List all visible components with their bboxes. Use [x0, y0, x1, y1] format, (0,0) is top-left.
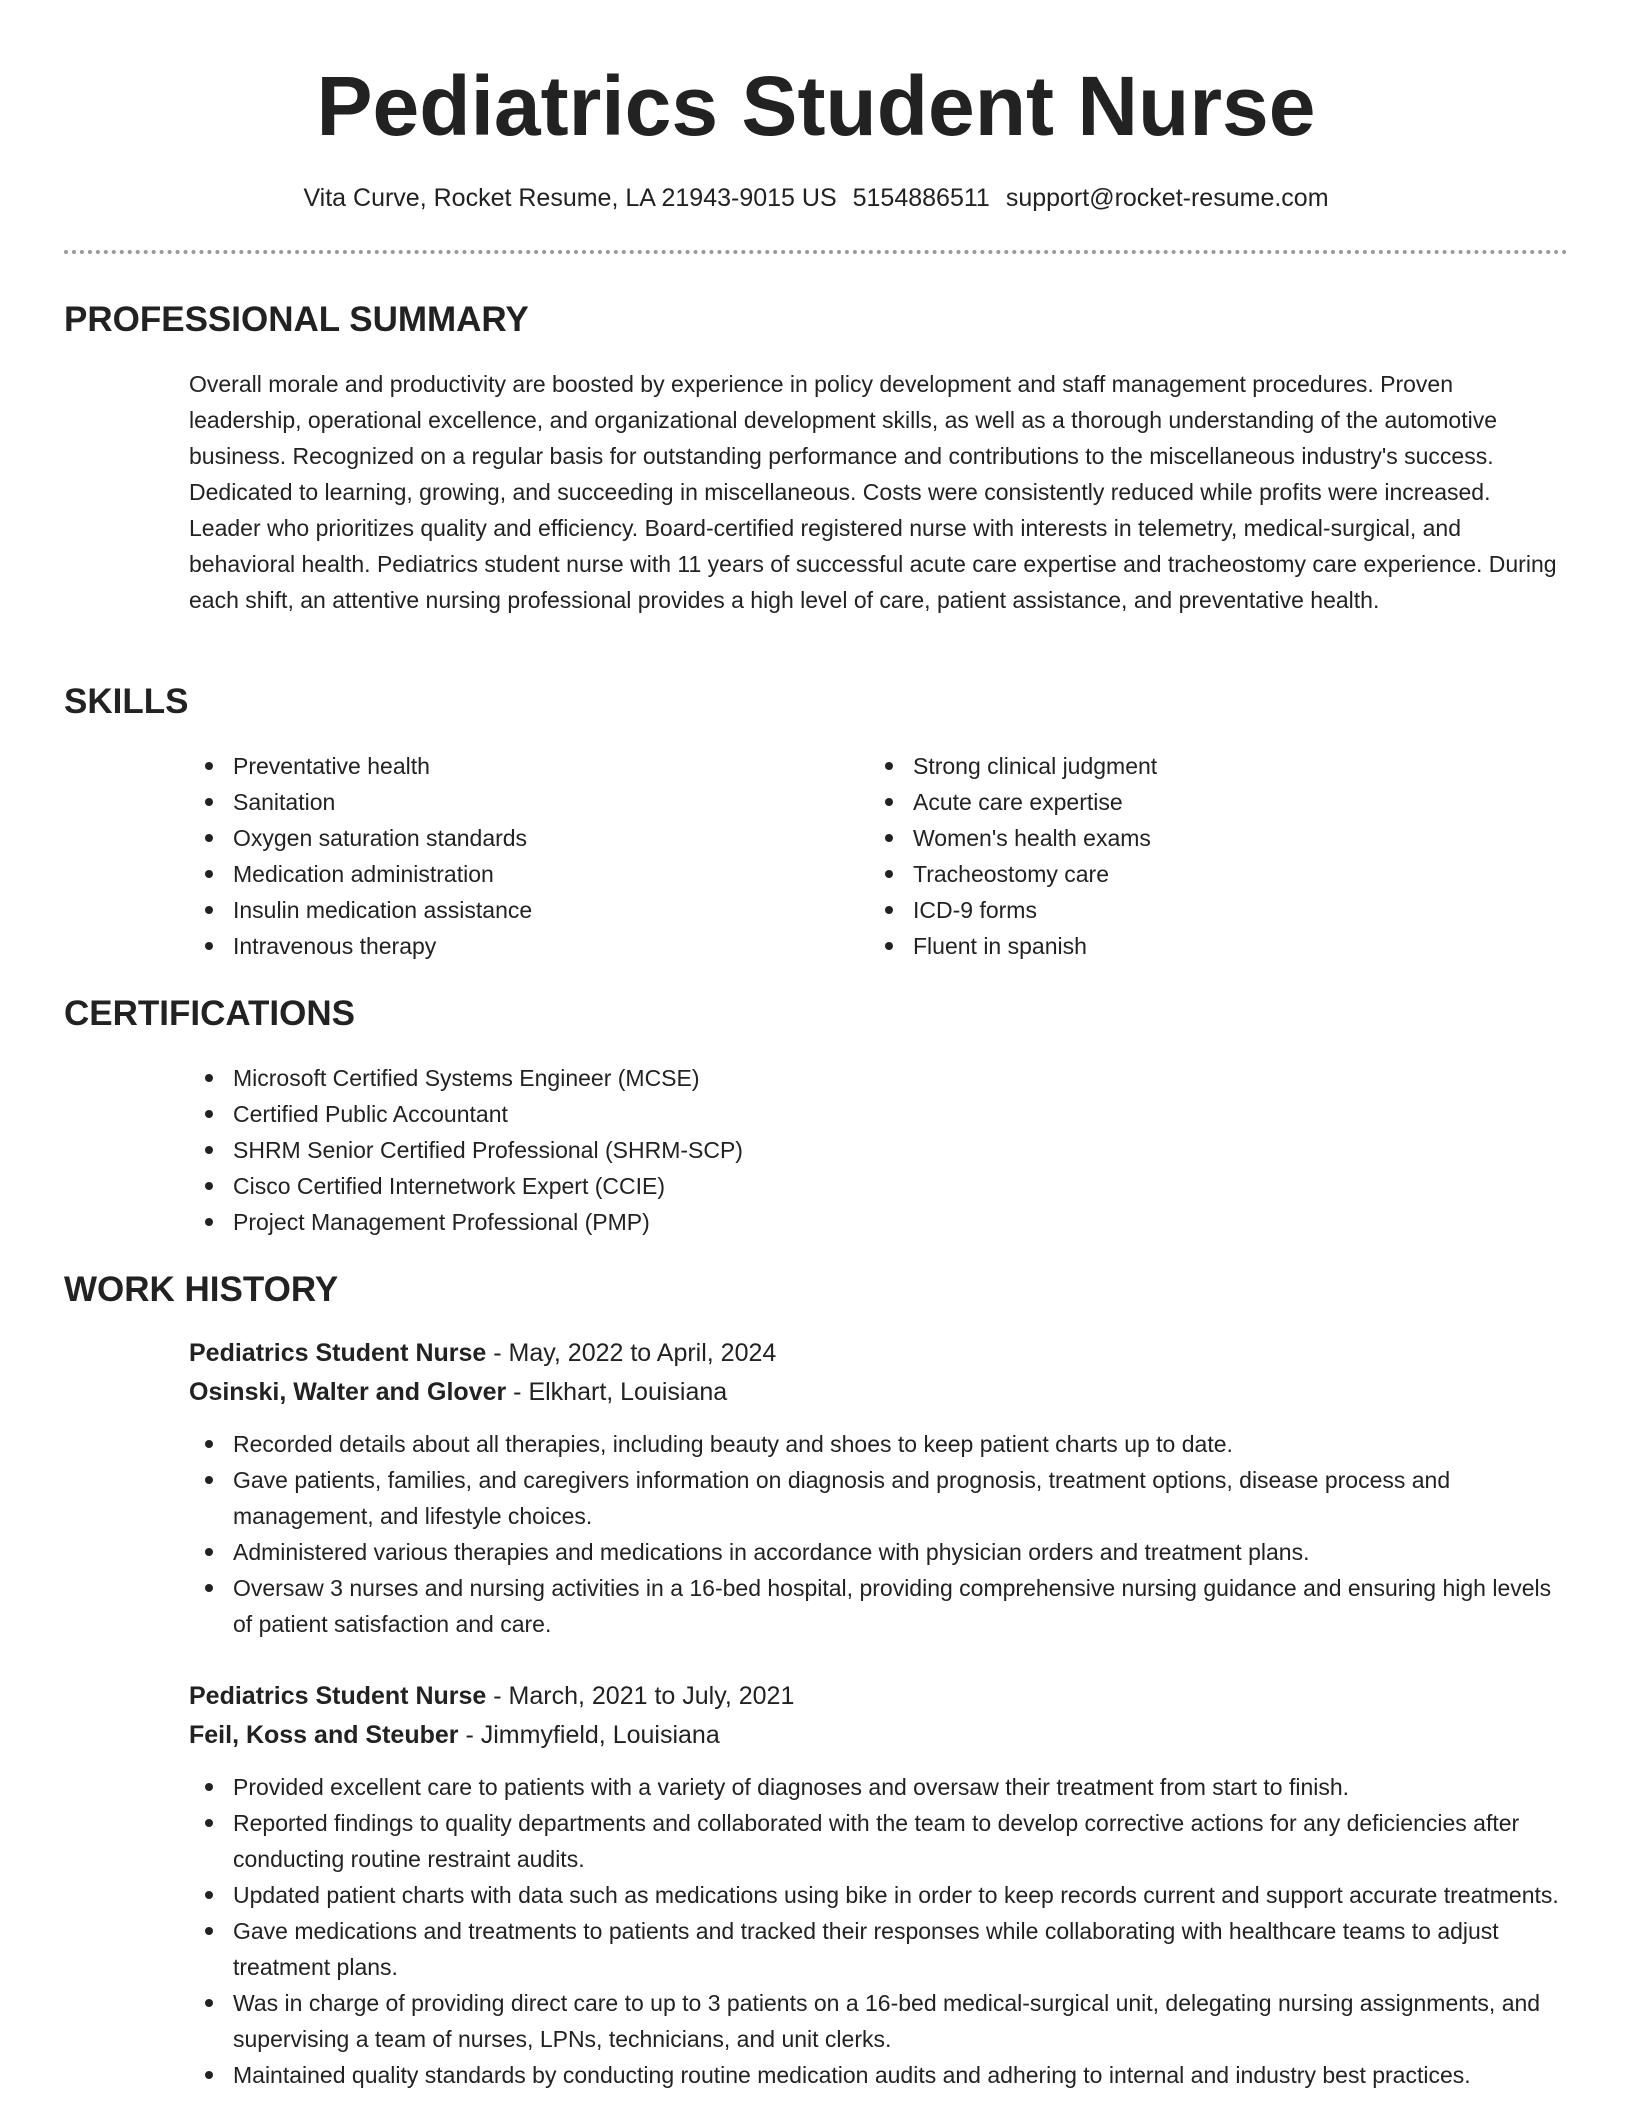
- job-entry-1: [189, 1334, 1559, 1642]
- skill-item: Intravenous therapy: [233, 928, 869, 964]
- work-history-heading: WORK HISTORY: [64, 1270, 339, 1309]
- skill-item: ICD-9 forms: [913, 892, 1549, 928]
- contact-line: [0, 180, 1632, 216]
- job-duty-item: Was in charge of providing direct care to up to 3 patients on a 16-bed medical-surgical unit, delegating nursing assignments, and supervising a team of nurses, LPNs, technicians, and unit clerks.: [233, 1985, 1559, 2057]
- certifications-heading: CERTIFICATIONS: [64, 994, 356, 1033]
- job-dates: May, 2022 to April, 2024: [508, 1339, 777, 1367]
- job-duty-item: Administered various therapies and medications in accordance with physician orders and treatment plans.: [233, 1534, 1559, 1570]
- skill-item: Women's health exams: [913, 820, 1549, 856]
- skill-item: Sanitation: [233, 784, 869, 820]
- skills-heading: SKILLS: [64, 682, 189, 721]
- skill-item: Acute care expertise: [913, 784, 1549, 820]
- certification-item: SHRM Senior Certified Professional (SHRM-SCP): [233, 1132, 1559, 1168]
- job-company-line: [189, 1373, 1559, 1412]
- job-dates: March, 2021 to July, 2021: [508, 1682, 795, 1710]
- job-location: Elkhart, Louisiana: [528, 1378, 728, 1406]
- certification-item: Project Management Professional (PMP): [233, 1204, 1559, 1240]
- separator: -: [486, 1339, 509, 1367]
- certification-item: Certified Public Accountant: [233, 1096, 1559, 1132]
- skills-column-left: [189, 748, 869, 964]
- skill-item: Preventative health: [233, 748, 869, 784]
- job-title-line: [189, 1677, 1559, 1716]
- skill-item: Tracheostomy care: [913, 856, 1549, 892]
- skills-section: [189, 748, 1559, 964]
- job-duty-item: Updated patient charts with data such as medications using bike in order to keep records current and support accurate treatments.: [233, 1877, 1559, 1913]
- job-company: Osinski, Walter and Glover: [189, 1378, 507, 1406]
- job-title-line: [189, 1334, 1559, 1373]
- job-duty-item: Gave medications and treatments to patients and tracked their responses while collaborating with healthcare teams to adjust treatment plans.: [233, 1913, 1559, 1985]
- job-company-line: [189, 1716, 1559, 1755]
- skill-item: Oxygen saturation standards: [233, 820, 869, 856]
- separator: -: [486, 1682, 509, 1710]
- summary-heading: PROFESSIONAL SUMMARY: [64, 300, 529, 339]
- job-duty-item: Gave patients, families, and caregivers information on diagnosis and prognosis, treatment options, disease process and management, and lifestyle choices.: [233, 1462, 1559, 1534]
- skill-item: Medication administration: [233, 856, 869, 892]
- skill-item: Strong clinical judgment: [913, 748, 1549, 784]
- job-duty-item: Oversaw 3 nurses and nursing activities in a 16-bed hospital, providing comprehensive nursing guidance and ensuring high levels of patient satisfaction and care.: [233, 1570, 1559, 1642]
- job-role: Pediatrics Student Nurse: [189, 1339, 487, 1367]
- job-duty-item: Provided excellent care to patients with a variety of diagnoses and oversaw their treatment from start to finish.: [233, 1769, 1559, 1805]
- skill-item: Fluent in spanish: [913, 928, 1549, 964]
- job-location: Jimmyfield, Louisiana: [480, 1721, 720, 1749]
- summary-text: Overall morale and productivity are boosted by experience in policy development and staff management procedures. Proven leadership, operational excellence, and organizational development skills, as well as a thorough understanding of the automotive business. Recognized on a regular basis for outstanding performance and contributions to the miscellaneous industry's success. Dedicated to learning, growing, and succeeding in miscellaneous. Costs were consistently reduced while profits were increased. Leader who prioritizes quality and efficiency. Board-certified registered nurse with interests in telemetry, medical-surgical, and behavioral health. Pediatrics student nurse with 11 years of successful acute care expertise and tracheostomy care experience. During each shift, an attentive nursing professional provides a high level of care, patient assistance, and preventative health.: [189, 371, 1557, 613]
- job-duty-item: Recorded details about all therapies, including beauty and shoes to keep patient charts up to date.: [233, 1426, 1559, 1462]
- contact-address: Vita Curve, Rocket Resume, LA 21943-9015 US: [303, 184, 837, 212]
- separator: -: [506, 1378, 529, 1406]
- summary-section: [189, 366, 1559, 618]
- certifications-section: [189, 1060, 1559, 1240]
- job-role: Pediatrics Student Nurse: [189, 1682, 487, 1710]
- skills-column-right: [869, 748, 1549, 964]
- contact-phone: 5154886511: [852, 184, 990, 212]
- job-duty-item: Maintained quality standards by conducting routine medication audits and adhering to internal and industry best practices.: [233, 2057, 1559, 2093]
- job-entry-2: [189, 1677, 1559, 2093]
- contact-email: support@rocket-resume.com: [1005, 184, 1329, 212]
- job-company: Feil, Koss and Steuber: [189, 1721, 459, 1749]
- certification-item: Cisco Certified Internetwork Expert (CCIE): [233, 1168, 1559, 1204]
- header-divider: [64, 250, 1568, 254]
- skill-item: Insulin medication assistance: [233, 892, 869, 928]
- job-duty-item: Reported findings to quality departments and collaborated with the team to develop corrective actions for any deficiencies after conducting routine restraint audits.: [233, 1805, 1559, 1877]
- certification-item: Microsoft Certified Systems Engineer (MCSE): [233, 1060, 1559, 1096]
- separator: -: [458, 1721, 481, 1749]
- candidate-name: Pediatrics Student Nurse: [316, 59, 1316, 153]
